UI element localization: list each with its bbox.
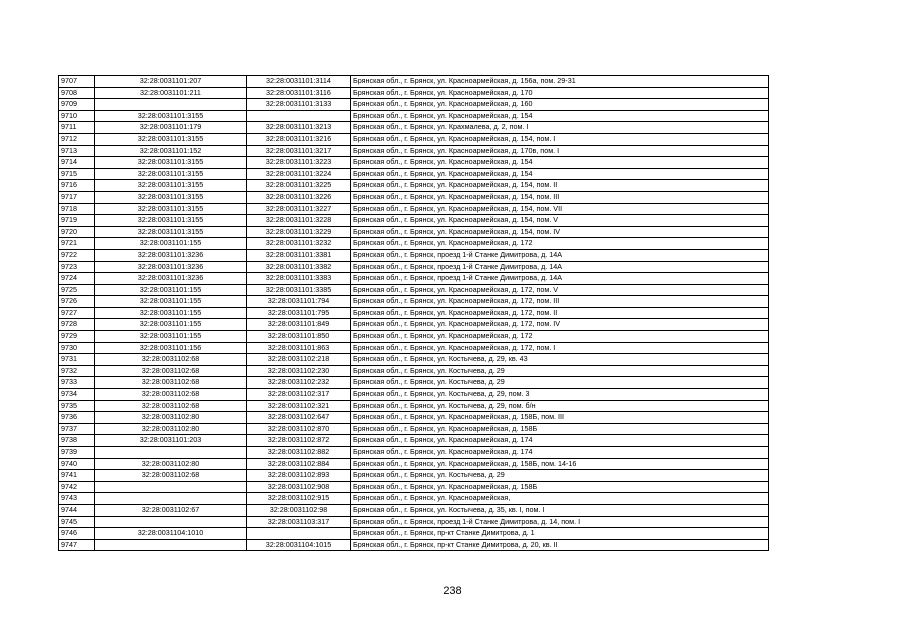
table-row xyxy=(59,203,769,215)
table-row xyxy=(59,365,769,377)
object-number-cell: 32:28:0031101:795 xyxy=(247,307,351,319)
row-number-cell: 9710 xyxy=(59,110,95,122)
address-cell: Брянская обл., г. Брянск, ул. Красноармейская, д. 174 xyxy=(351,435,769,447)
row-number-cell: 9740 xyxy=(59,458,95,470)
object-number-cell: 32:28:0031102:218 xyxy=(247,354,351,366)
land-plot-number-cell: 32:28:0031101:3155 xyxy=(95,157,247,169)
land-plot-number-cell: 32:28:0031101:3155 xyxy=(95,215,247,227)
object-number-cell: 32:28:0031101:3116 xyxy=(247,87,351,99)
land-plot-number-cell: 32:28:0031102:68 xyxy=(95,354,247,366)
object-number-cell: 32:28:0031104:1015 xyxy=(247,539,351,551)
row-number-cell: 9711 xyxy=(59,122,95,134)
land-plot-number-cell xyxy=(95,481,247,493)
land-plot-number-cell: 32:28:0031101:179 xyxy=(95,122,247,134)
object-number-cell: 32:28:0031101:3229 xyxy=(247,226,351,238)
land-plot-number-cell: 32:28:0031101:211 xyxy=(95,87,247,99)
address-cell: Брянская обл., г. Брянск, ул. Костычева, д. 29, пом. 3 xyxy=(351,389,769,401)
row-number-cell: 9712 xyxy=(59,133,95,145)
address-cell: Брянская обл., г. Брянск, ул. Костычева, д. 29 xyxy=(351,365,769,377)
land-plot-number-cell: 32:28:0031101:3155 xyxy=(95,203,247,215)
table-row xyxy=(59,493,769,505)
table-row xyxy=(59,273,769,285)
address-cell: Брянская обл., г. Брянск, ул. Красноармейская, д. 172, пом. I xyxy=(351,342,769,354)
object-number-cell: 32:28:0031101:3225 xyxy=(247,180,351,192)
table-body xyxy=(59,76,769,551)
row-number-cell: 9714 xyxy=(59,157,95,169)
table-row xyxy=(59,76,769,88)
address-cell: Брянская обл., г. Брянск, ул. Красноармейская, д. 172, пом. II xyxy=(351,307,769,319)
object-number-cell: 32:28:0031101:850 xyxy=(247,331,351,343)
land-plot-number-cell: 32:28:0031101:3155 xyxy=(95,180,247,192)
table-row xyxy=(59,226,769,238)
table-row xyxy=(59,458,769,470)
land-plot-number-cell: 32:28:0031101:3155 xyxy=(95,110,247,122)
object-number-cell: 32:28:0031101:794 xyxy=(247,296,351,308)
row-number-cell: 9734 xyxy=(59,389,95,401)
row-number-cell: 9724 xyxy=(59,273,95,285)
table-row xyxy=(59,539,769,551)
row-number-cell: 9721 xyxy=(59,238,95,250)
object-number-cell: 32:28:0031101:3133 xyxy=(247,99,351,111)
address-cell: Брянская обл., г. Брянск, ул. Красноармейская, xyxy=(351,493,769,505)
address-cell: Брянская обл., г. Брянск, ул. Костычева, д. 29, кв. 43 xyxy=(351,354,769,366)
land-plot-number-cell xyxy=(95,447,247,459)
land-plot-number-cell: 32:28:0031101:155 xyxy=(95,307,247,319)
address-cell: Брянская обл., г. Брянск, ул. Красноармейская, д. 154, пом. V xyxy=(351,215,769,227)
table-row xyxy=(59,261,769,273)
table-row xyxy=(59,342,769,354)
object-number-cell: 32:28:0031101:3213 xyxy=(247,122,351,134)
object-number-cell: 32:28:0031102:893 xyxy=(247,470,351,482)
row-number-cell: 9723 xyxy=(59,261,95,273)
row-number-cell: 9727 xyxy=(59,307,95,319)
object-number-cell: 32:28:0031101:3226 xyxy=(247,191,351,203)
row-number-cell: 9719 xyxy=(59,215,95,227)
land-plot-number-cell: 32:28:0031101:3155 xyxy=(95,168,247,180)
row-number-cell: 9737 xyxy=(59,423,95,435)
table-row xyxy=(59,504,769,516)
table-row xyxy=(59,389,769,401)
table-row xyxy=(59,215,769,227)
table-row xyxy=(59,516,769,528)
address-cell: Брянская обл., г. Брянск, ул. Красноармейская, д. 172, пом. IV xyxy=(351,319,769,331)
land-plot-number-cell: 32:28:0031101:203 xyxy=(95,435,247,447)
cadastral-table xyxy=(58,75,769,551)
row-number-cell: 9731 xyxy=(59,354,95,366)
table-row xyxy=(59,307,769,319)
row-number-cell: 9707 xyxy=(59,76,95,88)
table-row xyxy=(59,191,769,203)
row-number-cell: 9722 xyxy=(59,249,95,261)
address-cell: Брянская обл., г. Брянск, ул. Крахмалева, д. 2, пом. I xyxy=(351,122,769,134)
table-row xyxy=(59,377,769,389)
row-number-cell: 9729 xyxy=(59,331,95,343)
row-number-cell: 9730 xyxy=(59,342,95,354)
object-number-cell: 32:28:0031102:232 xyxy=(247,377,351,389)
table-row xyxy=(59,145,769,157)
address-cell: Брянская обл., г. Брянск, ул. Красноармейская, д. 172 xyxy=(351,331,769,343)
object-number-cell: 32:28:0031101:3232 xyxy=(247,238,351,250)
row-number-cell: 9747 xyxy=(59,539,95,551)
object-number-cell: 32:28:0031101:3381 xyxy=(247,249,351,261)
table-row xyxy=(59,319,769,331)
address-cell: Брянская обл., г. Брянск, ул. Красноармейская, д. 170 xyxy=(351,87,769,99)
address-cell: Брянская обл., г. Брянск, проезд 1-й Станке Димитрова, д. 14А xyxy=(351,249,769,261)
row-number-cell: 9717 xyxy=(59,191,95,203)
page-number: 238 xyxy=(443,585,462,597)
table-row xyxy=(59,447,769,459)
address-cell: Брянская обл., г. Брянск, ул. Красноармейская, д. 172, пом. V xyxy=(351,284,769,296)
address-cell: Брянская обл., г. Брянск, ул. Красноармейская, д. 158Б, пом. 14-16 xyxy=(351,458,769,470)
object-number-cell: 32:28:0031101:3385 xyxy=(247,284,351,296)
object-number-cell: 32:28:0031102:882 xyxy=(247,447,351,459)
row-number-cell: 9715 xyxy=(59,168,95,180)
table-row xyxy=(59,470,769,482)
object-number-cell: 32:28:0031101:849 xyxy=(247,319,351,331)
object-number-cell: 32:28:0031102:908 xyxy=(247,481,351,493)
address-cell: Брянская обл., г. Брянск, ул. Красноармейская, д. 154, пом. I xyxy=(351,133,769,145)
row-number-cell: 9742 xyxy=(59,481,95,493)
address-cell: Брянская обл., г. Брянск, ул. Костычева, д. 29, пом. б/н xyxy=(351,400,769,412)
land-plot-number-cell: 32:28:0031101:207 xyxy=(95,76,247,88)
row-number-cell: 9743 xyxy=(59,493,95,505)
table-row xyxy=(59,133,769,145)
land-plot-number-cell: 32:28:0031102:68 xyxy=(95,365,247,377)
table-row xyxy=(59,122,769,134)
object-number-cell: 32:28:0031101:3216 xyxy=(247,133,351,145)
object-number-cell: 32:28:0031101:3382 xyxy=(247,261,351,273)
address-cell: Брянская обл., г. Брянск, ул. Красноармейская, д. 154, пом. II xyxy=(351,180,769,192)
land-plot-number-cell: 32:28:0031101:156 xyxy=(95,342,247,354)
land-plot-number-cell xyxy=(95,493,247,505)
address-cell: Брянская обл., г. Брянск, ул. Красноармейская, д. 158Б, пом. III xyxy=(351,412,769,424)
land-plot-number-cell: 32:28:0031101:3236 xyxy=(95,261,247,273)
land-plot-number-cell: 32:28:0031101:155 xyxy=(95,319,247,331)
address-cell: Брянская обл., г. Брянск, проезд 1-й Станке Димитрова, д. 14А xyxy=(351,261,769,273)
address-cell: Брянская обл., г. Брянск, ул. Костычева, д. 35, кв. I, пом. I xyxy=(351,504,769,516)
object-number-cell: 32:28:0031102:647 xyxy=(247,412,351,424)
object-number-cell: 32:28:0031102:321 xyxy=(247,400,351,412)
table-row xyxy=(59,331,769,343)
address-cell: Брянская обл., г. Брянск, проезд 1-й Станке Димитрова, д. 14, пом. I xyxy=(351,516,769,528)
object-number-cell: 32:28:0031101:3383 xyxy=(247,273,351,285)
table-row xyxy=(59,412,769,424)
row-number-cell: 9718 xyxy=(59,203,95,215)
address-cell: Брянская обл., г. Брянск, ул. Красноармейская, д. 156а, пом. 29-31 xyxy=(351,76,769,88)
land-plot-number-cell: 32:28:0031101:155 xyxy=(95,238,247,250)
address-cell: Брянская обл., г. Брянск, ул. Красноармейская, д. 154 xyxy=(351,110,769,122)
land-plot-number-cell: 32:28:0031101:155 xyxy=(95,284,247,296)
land-plot-number-cell: 32:28:0031102:80 xyxy=(95,458,247,470)
table-row xyxy=(59,238,769,250)
table-row xyxy=(59,481,769,493)
row-number-cell: 9708 xyxy=(59,87,95,99)
table-row xyxy=(59,87,769,99)
address-cell: Брянская обл., г. Брянск, ул. Красноармейская, д. 158Б xyxy=(351,481,769,493)
land-plot-number-cell: 32:28:0031101:3155 xyxy=(95,133,247,145)
address-cell: Брянская обл., г. Брянск, пр-кт Станке Димитрова, д. 20, кв. II xyxy=(351,539,769,551)
land-plot-number-cell: 32:28:0031101:152 xyxy=(95,145,247,157)
land-plot-number-cell: 32:28:0031101:3155 xyxy=(95,226,247,238)
row-number-cell: 9741 xyxy=(59,470,95,482)
address-cell: Брянская обл., г. Брянск, ул. Красноармейская, д. 174 xyxy=(351,447,769,459)
land-plot-number-cell: 32:28:0031104:1010 xyxy=(95,528,247,540)
object-number-cell: 32:28:0031102:317 xyxy=(247,389,351,401)
land-plot-number-cell: 32:28:0031102:68 xyxy=(95,377,247,389)
row-number-cell: 9735 xyxy=(59,400,95,412)
table-row xyxy=(59,296,769,308)
land-plot-number-cell: 32:28:0031102:67 xyxy=(95,504,247,516)
address-cell: Брянская обл., г. Брянск, ул. Красноармейская, д. 154, пом. VII xyxy=(351,203,769,215)
object-number-cell xyxy=(247,528,351,540)
row-number-cell: 9720 xyxy=(59,226,95,238)
address-cell: Брянская обл., г. Брянск, ул. Красноармейская, д. 160 xyxy=(351,99,769,111)
address-cell: Брянская обл., г. Брянск, ул. Красноармейская, д. 154 xyxy=(351,157,769,169)
row-number-cell: 9728 xyxy=(59,319,95,331)
object-number-cell: 32:28:0031101:863 xyxy=(247,342,351,354)
land-plot-number-cell: 32:28:0031101:3236 xyxy=(95,273,247,285)
address-cell: Брянская обл., г. Брянск, ул. Костычева, д. 29 xyxy=(351,377,769,389)
row-number-cell: 9733 xyxy=(59,377,95,389)
object-number-cell xyxy=(247,110,351,122)
table-row xyxy=(59,284,769,296)
row-number-cell: 9716 xyxy=(59,180,95,192)
table-row xyxy=(59,249,769,261)
table-row xyxy=(59,423,769,435)
land-plot-number-cell: 32:28:0031102:68 xyxy=(95,470,247,482)
row-number-cell: 9709 xyxy=(59,99,95,111)
land-plot-number-cell: 32:28:0031102:68 xyxy=(95,400,247,412)
row-number-cell: 9739 xyxy=(59,447,95,459)
table-row xyxy=(59,157,769,169)
land-plot-number-cell xyxy=(95,539,247,551)
address-cell: Брянская обл., г. Брянск, ул. Красноармейская, д. 154, пом. IV xyxy=(351,226,769,238)
table-row xyxy=(59,180,769,192)
land-plot-number-cell: 32:28:0031102:80 xyxy=(95,412,247,424)
address-cell: Брянская обл., г. Брянск, ул. Красноармейская, д. 154, пом. III xyxy=(351,191,769,203)
object-number-cell: 32:28:0031102:884 xyxy=(247,458,351,470)
object-number-cell: 32:28:0031102:872 xyxy=(247,435,351,447)
address-cell: Брянская обл., г. Брянск, ул. Костычева, д. 29 xyxy=(351,470,769,482)
object-number-cell: 32:28:0031101:3223 xyxy=(247,157,351,169)
row-number-cell: 9713 xyxy=(59,145,95,157)
table-row xyxy=(59,354,769,366)
object-number-cell: 32:28:0031102:230 xyxy=(247,365,351,377)
land-plot-number-cell: 32:28:0031101:155 xyxy=(95,331,247,343)
address-cell: Брянская обл., г. Брянск, проезд 1-й Станке Димитрова, д. 14А xyxy=(351,273,769,285)
row-number-cell: 9726 xyxy=(59,296,95,308)
row-number-cell: 9736 xyxy=(59,412,95,424)
table-row xyxy=(59,528,769,540)
object-number-cell: 32:28:0031101:3114 xyxy=(247,76,351,88)
row-number-cell: 9732 xyxy=(59,365,95,377)
land-plot-number-cell xyxy=(95,99,247,111)
object-number-cell: 32:28:0031101:3228 xyxy=(247,215,351,227)
object-number-cell: 32:28:0031101:3217 xyxy=(247,145,351,157)
row-number-cell: 9744 xyxy=(59,504,95,516)
address-cell: Брянская обл., г. Брянск, ул. Красноармейская, д. 172 xyxy=(351,238,769,250)
object-number-cell: 32:28:0031101:3227 xyxy=(247,203,351,215)
row-number-cell: 9725 xyxy=(59,284,95,296)
address-cell: Брянская обл., г. Брянск, ул. Красноармейская, д. 172, пом. III xyxy=(351,296,769,308)
land-plot-number-cell: 32:28:0031102:80 xyxy=(95,423,247,435)
land-plot-number-cell: 32:28:0031102:68 xyxy=(95,389,247,401)
address-cell: Брянская обл., г. Брянск, ул. Красноармейская, д. 170в, пом. I xyxy=(351,145,769,157)
land-plot-number-cell xyxy=(95,516,247,528)
object-number-cell: 32:28:0031103:317 xyxy=(247,516,351,528)
object-number-cell: 32:28:0031102:915 xyxy=(247,493,351,505)
address-cell: Брянская обл., г. Брянск, ул. Красноармейская, д. 158Б xyxy=(351,423,769,435)
land-plot-number-cell: 32:28:0031101:3155 xyxy=(95,191,247,203)
row-number-cell: 9738 xyxy=(59,435,95,447)
table-row xyxy=(59,435,769,447)
table-row xyxy=(59,168,769,180)
land-plot-number-cell: 32:28:0031101:155 xyxy=(95,296,247,308)
address-cell: Брянская обл., г. Брянск, пр-кт Станке Димитрова, д. 1 xyxy=(351,528,769,540)
row-number-cell: 9745 xyxy=(59,516,95,528)
row-number-cell: 9746 xyxy=(59,528,95,540)
table-row xyxy=(59,99,769,111)
land-plot-number-cell: 32:28:0031101:3236 xyxy=(95,249,247,261)
table-row xyxy=(59,110,769,122)
address-cell: Брянская обл., г. Брянск, ул. Красноармейская, д. 154 xyxy=(351,168,769,180)
table-row xyxy=(59,400,769,412)
object-number-cell: 32:28:0031102:98 xyxy=(247,504,351,516)
object-number-cell: 32:28:0031101:3224 xyxy=(247,168,351,180)
object-number-cell: 32:28:0031102:870 xyxy=(247,423,351,435)
